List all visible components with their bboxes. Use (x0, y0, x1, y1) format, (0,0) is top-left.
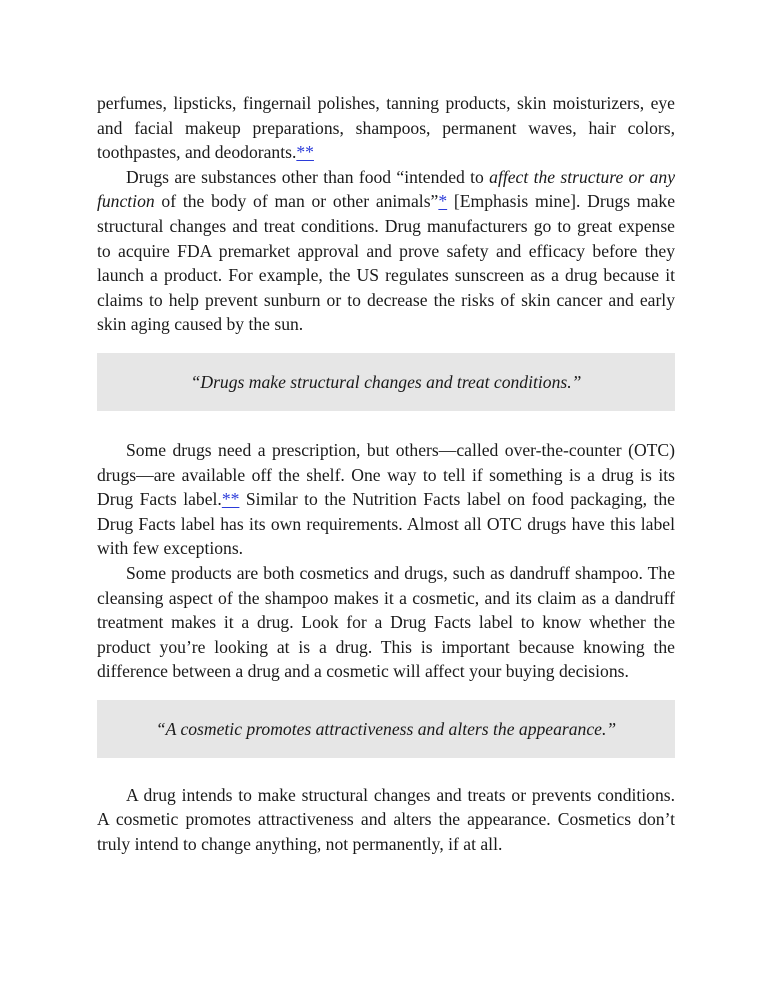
paragraph-text: Drugs are substances other than food “intended to (126, 166, 490, 187)
paragraph-conclusion (97, 783, 675, 857)
paragraph-otc-drugs (97, 438, 675, 561)
paragraph-text: Similar to the Nutrition Facts label on food packaging, the Drug Facts label has its own requirements. Almost all OTC drugs have this label with few exceptions. (97, 489, 675, 559)
paragraph-text: Some products are both cosmetics and drugs, such as dandruff shampoo. The cleansing aspect of the shampoo makes it a cosmetic, and its claim as a dandruff treatment makes it a drug. Look for a Drug Facts label to know whether the product you’re looking at is a drug. This is important because knowing the difference between a drug and a cosmetic will affect your buying decisions. (97, 562, 675, 682)
footnote-link[interactable]: ** (296, 142, 314, 163)
paragraph-cosmetics-list (97, 91, 675, 165)
emphasis-text: affect the structure or any function (97, 166, 675, 212)
pull-quote-text: “Drugs make structural changes and treat conditions.” (190, 371, 582, 392)
footnote-link[interactable]: * (438, 191, 448, 212)
footnote-link[interactable]: ** (221, 489, 240, 510)
paragraph-text: of the body of man or other animals” (154, 191, 439, 212)
pull-quote-cosmetic (97, 700, 675, 758)
paragraph-text: perfumes, lipsticks, fingernail polishes, tanning products, skin moisturizers, eye and facial makeup preparations, shampoos, permanent waves, hair colors, toothpastes, and deodorants. (97, 93, 675, 163)
pull-quote-drugs (97, 353, 675, 411)
paragraph-cosmetics-and-drugs (97, 561, 675, 684)
paragraph-text: A drug intends to make structural changes and treats or prevents conditions. A cosmetic promotes attractiveness and alters the appearance. Cosmetics don’t truly intend to change anything, not permanently, if at all. (97, 784, 675, 855)
paragraph-text: [Emphasis mine]. Drugs make structural changes and treat conditions. Drug manufacturers go to great expense to acquire FDA premarket approval and prove safety and efficacy before they launch a product. For example, the US regulates sunscreen as a drug because it claims to help prevent sunburn or to decrease the risks of skin cancer and early skin aging caused by the sun. (97, 191, 675, 335)
paragraph-drug-definition (97, 165, 675, 337)
paragraph-text: Some drugs need a prescription, but others—called over-the-counter (OTC) drugs—are available off the shelf. One way to tell if something is a drug is its Drug Facts label. (97, 439, 675, 510)
document-page (97, 91, 675, 857)
pull-quote-text: “A cosmetic promotes attractiveness and alters the appearance.” (155, 718, 617, 739)
